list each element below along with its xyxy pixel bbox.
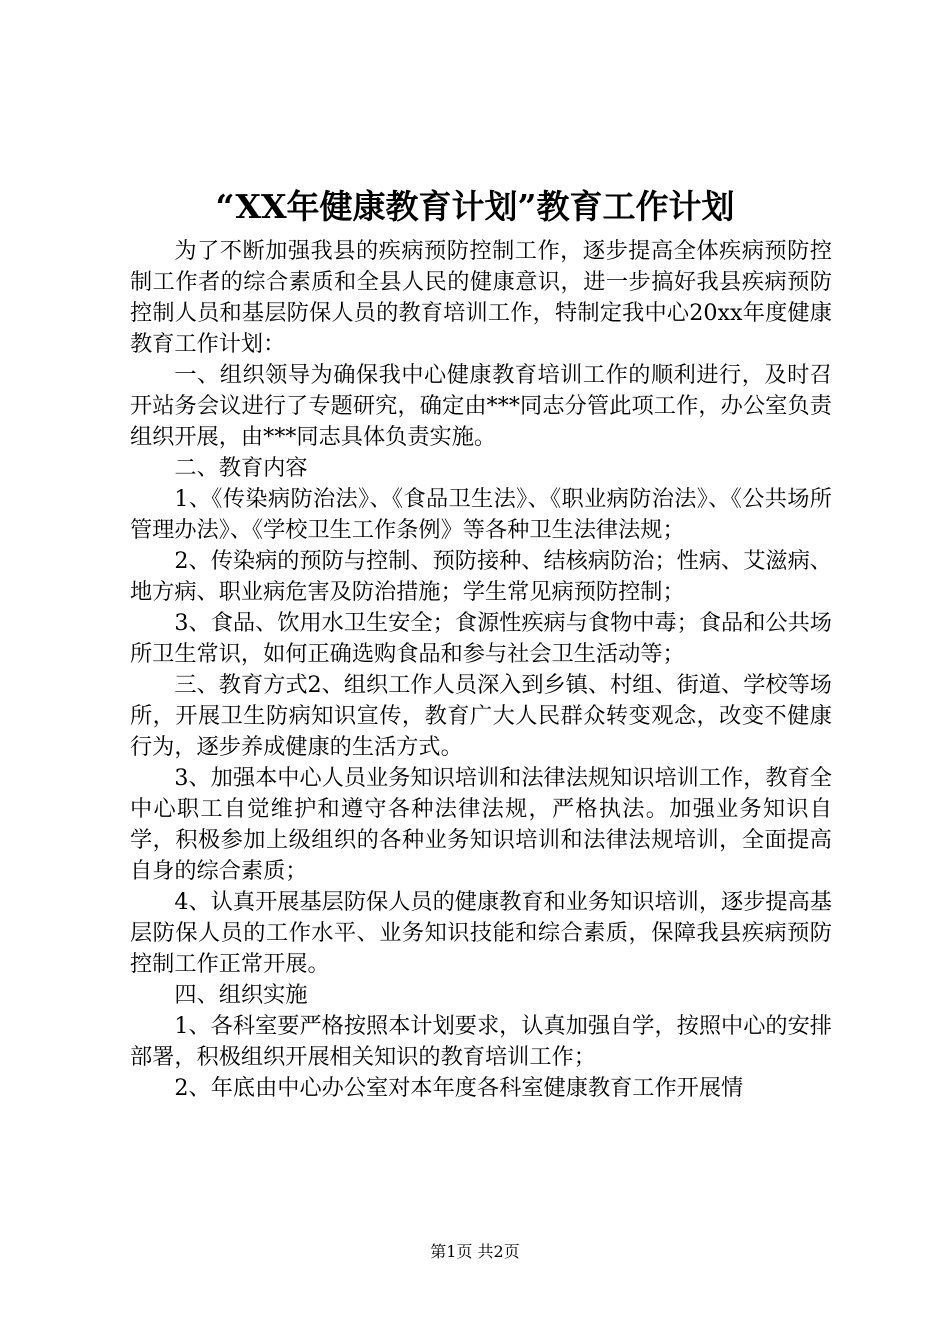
page-number: 第1页 共2页 bbox=[430, 1242, 520, 1261]
document-title: “XX年健康教育计划”教育工作计划 bbox=[215, 187, 735, 226]
section-heading-implementation: 四、组织实施 bbox=[174, 982, 308, 1008]
paragraph-method-3: 3、加强本中心人员业务知识培训和法律法规知识培训工作，教育全中心职工自觉维护和遵守各种法律法规，严格执法。加强业务知识自学，积极参加上级组织的各种业务知识培训和法律法规培训，全面提高自身的综合素质； bbox=[130, 765, 832, 884]
paragraph-implementation-1: 1、各科室要严格按照本计划要求，认真加强自学，按照中心的安排部署，积极组织开展相关知识的教育培训工作； bbox=[130, 1013, 832, 1070]
paragraph-content-1: 1、《传染病防治法》、《食品卫生法》、《职业病防治法》、《公共场所管理办法》、《学校卫生工作条例》等各种卫生法律法规； bbox=[130, 486, 832, 543]
paragraph-content-3: 3、食品、饮用水卫生安全；食源性疾病与食物中毒；食品和公共场所卫生常识，如何正确选购食品和参与社会卫生活动等； bbox=[130, 610, 832, 667]
document-body bbox=[130, 236, 832, 1104]
section-heading-content: 二、教育内容 bbox=[174, 455, 308, 481]
paragraph-organization: 一、组织领导为确保我中心健康教育培训工作的顺利进行，及时召开站务会议进行了专题研究，确定由***同志分管此项工作，办公室负责组织开展，由***同志具体负责实施。 bbox=[130, 362, 832, 450]
paragraph-implementation-2: 2、年底由中心办公室对本年度各科室健康教育工作开展情 bbox=[174, 1075, 744, 1101]
paragraph-method: 三、教育方式2、组织工作人员深入到乡镇、村组、街道、学校等场所，开展卫生防病知识宣传，教育广大人民群众转变观念，改变不健康行为，逐步养成健康的生活方式。 bbox=[130, 672, 832, 760]
paragraph-intro: 为了不断加强我县的疾病预防控制工作，逐步提高全体疾病预防控制工作者的综合素质和全县人民的健康意识，进一步搞好我县疾病预防控制人员和基层防保人员的教育培训工作，特制定我中心20xx年度健康教育工作计划： bbox=[130, 238, 832, 357]
paragraph-content-2: 2、传染病的预防与控制、预防接种、结核病防治；性病、艾滋病、地方病、职业病危害及防治措施；学生常见病预防控制； bbox=[130, 548, 832, 605]
paragraph-method-4: 4、认真开展基层防保人员的健康教育和业务知识培训，逐步提高基层防保人员的工作水平、业务知识技能和综合素质，保障我县疾病预防控制工作正常开展。 bbox=[130, 889, 832, 977]
